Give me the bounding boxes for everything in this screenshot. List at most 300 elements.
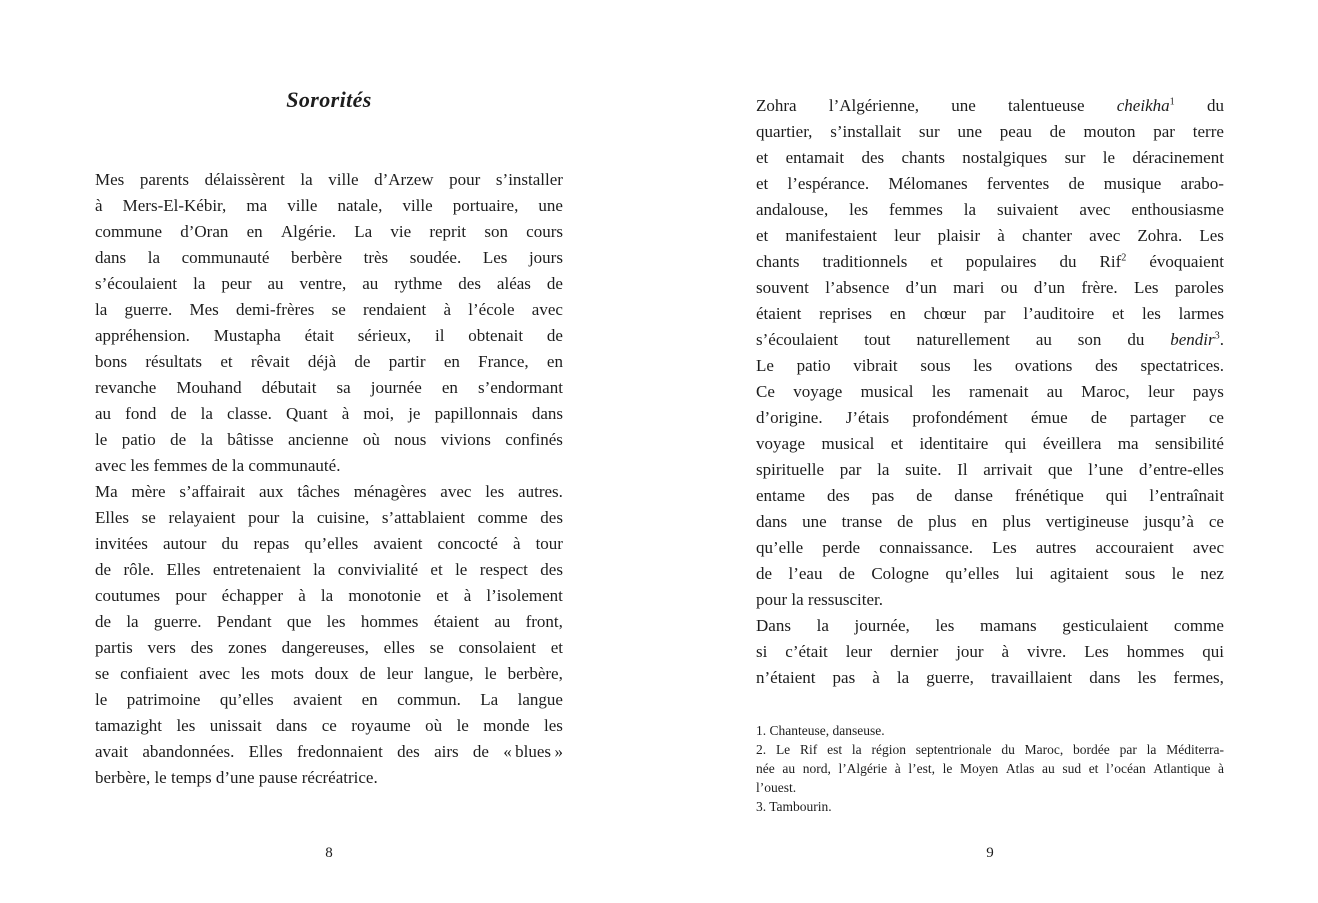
word: l’Algérie: [838, 761, 888, 776]
word: vers: [147, 638, 176, 657]
word: sur: [1064, 148, 1086, 167]
word: partir: [388, 352, 426, 371]
word: s’écoulaient: [756, 330, 839, 349]
word: de: [916, 486, 933, 505]
word: jour: [956, 642, 984, 661]
word: la: [200, 430, 213, 449]
word: concocté: [437, 534, 498, 553]
word: qui: [1202, 642, 1224, 661]
text-line: [95, 661, 563, 687]
chapter-title: Sororités: [286, 87, 372, 112]
word: évoquaient: [1149, 252, 1224, 271]
word: frère.: [1081, 278, 1118, 297]
word: la: [200, 404, 213, 423]
word: et: [436, 586, 449, 605]
word: hommes: [360, 612, 419, 631]
word: au: [95, 404, 112, 423]
word: royaume: [351, 716, 411, 735]
word: Les: [1133, 278, 1159, 297]
word: Le: [775, 742, 791, 757]
text-line: [95, 271, 563, 297]
word: transe: [841, 512, 883, 531]
word: monotonie: [348, 586, 422, 605]
word: mouton: [1083, 122, 1136, 141]
word: s’installait: [830, 122, 902, 141]
word: peau: [999, 122, 1032, 141]
word: d’Oran: [180, 222, 229, 241]
word: se: [141, 508, 156, 527]
word: s’endormant: [477, 378, 563, 397]
word: à: [872, 668, 880, 687]
word: travaillaient: [990, 668, 1073, 687]
word: s’attablaient: [381, 508, 465, 527]
word: arrivait: [983, 460, 1033, 479]
word: musical: [821, 434, 875, 453]
word: autres.: [518, 482, 563, 501]
word: à: [997, 226, 1005, 245]
word: talentueuse: [1008, 96, 1085, 115]
word: éveillera: [1042, 434, 1102, 453]
word: populaires: [965, 252, 1037, 271]
word: s’installer: [495, 170, 563, 189]
word: des: [861, 148, 885, 167]
word: berbère,: [507, 664, 563, 683]
text-line: berbère, le temps d’une pause récréatrice.: [95, 768, 378, 787]
word: au: [267, 274, 284, 293]
word: la: [291, 508, 305, 527]
word: du: [1001, 742, 1015, 757]
word: naturellement: [916, 330, 1010, 349]
word: nez: [1200, 564, 1224, 583]
word: en: [443, 352, 460, 371]
word: la: [147, 248, 161, 267]
word: en: [971, 512, 988, 531]
word: Mouhand: [176, 378, 242, 397]
word: je: [408, 404, 421, 423]
word: Elles: [166, 560, 201, 579]
word: spirituelle: [756, 460, 824, 479]
word: tamazight: [95, 716, 163, 735]
word: commun.: [397, 690, 461, 709]
word: nord,: [802, 761, 831, 776]
word: parents: [139, 170, 189, 189]
word: par: [983, 304, 1006, 323]
text-line: [756, 740, 1224, 759]
word: la: [816, 616, 829, 635]
word: avec: [198, 664, 231, 683]
text-line: [95, 193, 563, 219]
word: et: [1111, 304, 1125, 323]
word: d’Arzew: [374, 170, 434, 189]
text-line: [95, 427, 563, 453]
word: ovations: [1014, 356, 1073, 375]
text-line: [95, 583, 563, 609]
word: d’entre-elles: [1138, 460, 1224, 479]
paragraph: [756, 740, 1224, 797]
word: étaient: [756, 304, 802, 323]
word: les: [326, 612, 346, 631]
word: qui: [1004, 434, 1027, 453]
word: nous: [394, 430, 427, 449]
word: les: [543, 716, 563, 735]
word: obtenait: [468, 326, 524, 345]
word: les: [241, 664, 260, 683]
word: connaissance.: [879, 538, 974, 557]
word: le: [1102, 148, 1116, 167]
text-line: [95, 505, 563, 531]
word: à: [95, 196, 103, 215]
word: pour: [449, 170, 481, 189]
text-line: [756, 509, 1224, 535]
word: leur: [1147, 382, 1175, 401]
word: à: [443, 300, 452, 319]
word: le: [456, 716, 469, 735]
word: voyage: [756, 434, 806, 453]
word: la: [877, 460, 890, 479]
word: des: [190, 638, 214, 657]
word: traditionnels: [822, 252, 908, 271]
word: en: [889, 304, 906, 323]
word: sud: [1062, 761, 1082, 776]
word: bons: [95, 352, 128, 371]
word: ou: [1000, 278, 1018, 297]
word: entretenaient: [212, 560, 301, 579]
word: d’origine.: [756, 408, 823, 427]
word: Maroc,: [1024, 742, 1064, 757]
word: les: [176, 716, 196, 735]
word: avec: [1079, 200, 1111, 219]
word: et: [220, 352, 233, 371]
word: comme: [477, 508, 528, 527]
word: est: [827, 742, 843, 757]
word: avec: [531, 300, 563, 319]
word: Dans: [756, 616, 791, 635]
text-line: [95, 479, 563, 505]
word: repas: [253, 534, 290, 553]
text-line: 1. Chanteuse, danseuse.: [756, 723, 885, 738]
text-line: [756, 145, 1224, 171]
word: bendir$^3$.: [1170, 330, 1224, 349]
word: et: [890, 434, 904, 453]
word: et: [1088, 761, 1099, 776]
word: quartier,: [756, 122, 813, 141]
word: d’un: [1033, 278, 1066, 297]
word: larmes: [1178, 304, 1224, 323]
text-line: [756, 535, 1224, 561]
word: patio: [121, 430, 156, 449]
word: invitées: [95, 534, 148, 553]
word: les: [849, 200, 869, 219]
word: danse: [954, 486, 993, 505]
word: commune: [95, 222, 163, 241]
text-line: [95, 297, 563, 323]
word: soudée.: [409, 248, 462, 267]
word: chœur: [923, 304, 967, 323]
word: papillonnais: [434, 404, 518, 423]
word: des: [397, 742, 420, 761]
word: spectatrices.: [1140, 356, 1224, 375]
word: appréhension.: [95, 326, 190, 345]
word: vertigineuse: [1045, 512, 1129, 531]
word: suite.: [905, 460, 942, 479]
text-line: [756, 353, 1224, 379]
word: Mes: [189, 300, 219, 319]
word: partis: [95, 638, 133, 657]
text-line: [95, 349, 563, 375]
word: avaient: [293, 690, 343, 709]
word: ventre,: [299, 274, 347, 293]
left-page-body: [95, 167, 563, 791]
word: et: [430, 560, 443, 579]
word: peur: [221, 274, 252, 293]
word: reprises: [819, 304, 872, 323]
word: le: [95, 690, 108, 709]
word: Les: [992, 538, 1017, 557]
word: l’Algérienne,: [828, 96, 919, 115]
word: à: [894, 761, 901, 776]
page-number-right: 9: [986, 845, 994, 861]
word: comme: [1173, 616, 1224, 635]
word: l’absence: [825, 278, 890, 297]
word: en: [361, 690, 378, 709]
word: sur: [918, 122, 940, 141]
word: mamans: [979, 616, 1037, 635]
word: ce: [1208, 408, 1224, 427]
text-line: [756, 249, 1224, 275]
word: Atlantique: [1153, 761, 1211, 776]
word: émue: [1030, 408, 1068, 427]
word: il: [434, 326, 445, 345]
word: mère: [131, 482, 166, 501]
word: la: [320, 586, 334, 605]
word: sensibilité: [1154, 434, 1224, 453]
word: en: [246, 222, 263, 241]
word: ville: [328, 170, 359, 189]
word: qu’elles: [304, 534, 359, 553]
word: Les: [1084, 642, 1109, 661]
word: des: [827, 486, 850, 505]
word: journée,: [854, 616, 910, 635]
word: de: [546, 326, 563, 345]
word: vivre.: [1027, 642, 1067, 661]
word: agitaient: [1050, 564, 1109, 583]
word: unissait: [209, 716, 262, 735]
word: Ma: [95, 482, 118, 501]
word: elles: [383, 638, 415, 657]
word: en: [546, 352, 563, 371]
word: gesticulaient: [1062, 616, 1149, 635]
word: classe.: [227, 404, 272, 423]
word: portuaire,: [452, 196, 519, 215]
word: chants: [901, 148, 945, 167]
word: au: [1035, 330, 1052, 349]
word: qui: [1105, 486, 1128, 505]
word: de: [359, 664, 376, 683]
text-line: [95, 635, 563, 661]
word: monde: [483, 716, 530, 735]
word: du: [1206, 96, 1224, 115]
text-line: [95, 167, 563, 193]
word: La: [354, 222, 373, 241]
word: autres: [1035, 538, 1077, 557]
word: revanche: [95, 378, 157, 397]
word: moi,: [363, 404, 395, 423]
word: ville: [402, 196, 433, 215]
word: enthousiasme: [1131, 200, 1224, 219]
paragraph: [756, 721, 1224, 740]
word: qu’elles: [945, 564, 1000, 583]
word: fredonnaient: [296, 742, 383, 761]
word: hommes: [1126, 642, 1185, 661]
word: souvent: [756, 278, 809, 297]
word: les: [1142, 304, 1161, 323]
word: demi-frères: [235, 300, 315, 319]
word: Quant: [286, 404, 328, 423]
word: plus: [928, 512, 957, 531]
word: au: [362, 274, 379, 293]
word: vibrait: [853, 356, 898, 375]
word: profondément: [912, 408, 1008, 427]
word: avec: [1089, 226, 1121, 245]
word: se: [429, 638, 444, 657]
word: aux: [259, 482, 284, 501]
word: de: [95, 560, 112, 579]
word: au: [1041, 761, 1055, 776]
word: l’auditoire: [1023, 304, 1095, 323]
word: entamait: [785, 148, 845, 167]
word: et: [550, 638, 563, 657]
word: résultats: [145, 352, 203, 371]
word: la: [95, 300, 108, 319]
word: déracinement: [1132, 148, 1224, 167]
word: zones: [228, 638, 267, 657]
word: bâtisse: [227, 430, 274, 449]
text-line: [95, 687, 563, 713]
word: avait: [95, 742, 129, 761]
word: à: [463, 586, 472, 605]
word: plus: [1002, 512, 1031, 531]
word: de: [897, 512, 914, 531]
word: patrimoine: [126, 690, 201, 709]
word: respect: [479, 560, 528, 579]
text-line: l’ouest.: [756, 780, 797, 795]
word: des: [540, 560, 563, 579]
text-line: [756, 197, 1224, 223]
word: en: [441, 378, 458, 397]
text-line: [756, 93, 1224, 119]
word: au: [782, 761, 796, 776]
word: aléas: [496, 274, 531, 293]
word: confinés: [505, 430, 563, 449]
word: mots: [270, 664, 304, 683]
word: sous: [1124, 564, 1156, 583]
word: paroles: [1174, 278, 1224, 297]
word: sous: [920, 356, 951, 375]
word: terre: [1192, 122, 1224, 141]
word: au: [1046, 382, 1063, 401]
text-line: [756, 119, 1224, 145]
word: par: [839, 460, 862, 479]
word: rendaient: [363, 300, 427, 319]
word: bordée: [1073, 742, 1110, 757]
word: Mers-El-Kébir,: [122, 196, 227, 215]
word: de: [472, 742, 489, 761]
word: que: [286, 612, 312, 631]
word: langue,: [423, 664, 474, 683]
word: lui: [1015, 564, 1034, 583]
word: région: [871, 742, 906, 757]
word: andalouse,: [756, 200, 829, 219]
word: perde: [822, 538, 861, 557]
text-line: [756, 759, 1224, 778]
text-line: [95, 219, 563, 245]
word: ma: [246, 196, 268, 215]
word: Maroc,: [1081, 382, 1130, 401]
word: que: [1048, 460, 1073, 479]
word: Pendant: [216, 612, 272, 631]
text-line: [756, 171, 1224, 197]
word: journée: [370, 378, 422, 397]
word: la: [193, 274, 206, 293]
word: l’est,: [908, 761, 936, 776]
text-line: [95, 739, 563, 765]
word: La: [480, 690, 499, 709]
word: échapper: [221, 586, 284, 605]
word: de: [1090, 408, 1107, 427]
word: front,: [525, 612, 563, 631]
word: de: [1049, 122, 1066, 141]
text-line: [756, 431, 1224, 457]
word: délaissèrent: [204, 170, 285, 189]
word: l’une: [1088, 460, 1124, 479]
word: d’un: [905, 278, 937, 297]
word: née: [756, 761, 775, 776]
word: mari: [953, 278, 985, 297]
paragraph: [95, 167, 563, 479]
word: doux: [314, 664, 349, 683]
word: chants: [756, 252, 800, 271]
word: l’isolement: [486, 586, 563, 605]
word: des: [540, 508, 563, 527]
word: une: [957, 122, 982, 141]
text-line: [756, 275, 1224, 301]
word: partager: [1130, 408, 1186, 427]
word: une: [802, 512, 827, 531]
paragraph: [756, 93, 1224, 613]
word: la: [313, 560, 326, 579]
word: manifestaient: [785, 226, 877, 245]
text-line: [95, 245, 563, 271]
word: leur: [386, 664, 414, 683]
word: très: [363, 248, 389, 267]
text-line: [756, 561, 1224, 587]
word: la: [963, 200, 977, 219]
text-line: pour la ressusciter.: [756, 590, 883, 609]
left-page: [95, 0, 563, 903]
word: son: [484, 222, 508, 241]
word: accouraient: [1095, 538, 1174, 557]
word: rythme: [394, 274, 443, 293]
paragraph: [756, 797, 1224, 816]
word: pas: [832, 668, 856, 687]
word: et: [756, 226, 769, 245]
word: une: [538, 196, 563, 215]
text-line: [756, 457, 1224, 483]
word: la: [851, 742, 862, 757]
word: qu’elle: [756, 538, 804, 557]
word: le: [484, 664, 497, 683]
paragraph: [95, 479, 563, 791]
